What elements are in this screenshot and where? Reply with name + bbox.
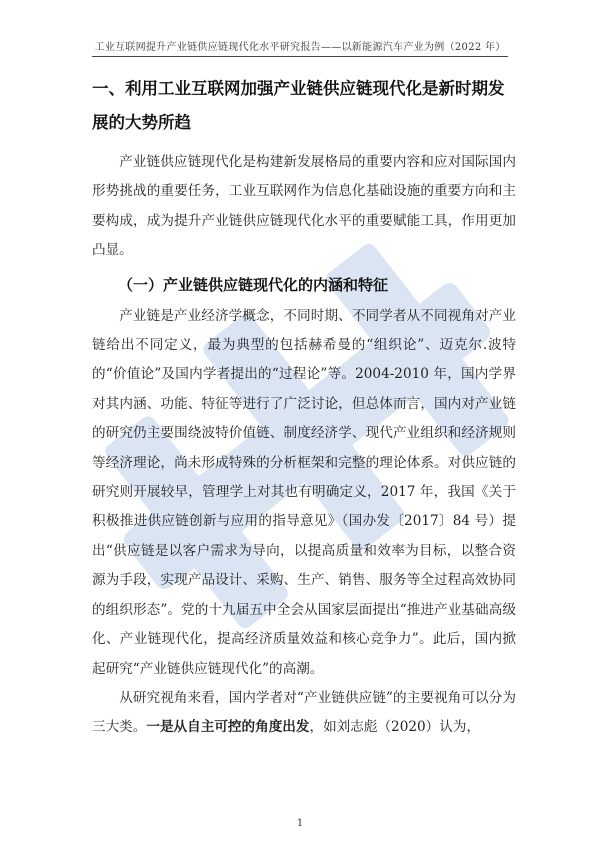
subsection-heading: （一）产业链供应链现代化的内涵和特征: [118, 275, 389, 294]
body-paragraph-1: 产业链是产业经济学概念，不同时期、不同学者从不同视角对产业链给出不同定义，最为典型的包括赫希曼的“组织论”、迈克尔.波特的“价值论”及国内学者提出的“过程论”等。2004-2010 年，国内学界对其内涵、功能、特征等进行了广泛讨论，但总体而言，国内对产业链的研究仍主要围绕波特价值链、制度经济学、现代产业组织和经济规则等经济理论，尚未形成特殊的分析框架和完整的理论体系。对供应链的研究则开展较早，管理学上对其也有明确定义，2017 年，我国《关于积极推进供应链创新与应用的指导意见》（国办发〔2017〕84 号）提出“供应链是以客户需求为导向，以提高质量和效率为目标，以整合资源为手段，实现产品设计、采购、生产、销售、服务等全过程高效协同的组织形态”。党的十九届五中全会从国家层面提出“推进产业基础高级化、产业链现代化，提高经济质量效益和核心竞争力”。此后，国内掀起研究“产业链供应链现代化”的高潮。: [92, 307, 516, 677]
section-intro-paragraph: 产业链供应链现代化是构建新发展格局的重要内容和应对国际国内形势挑战的重要任务，工业互联网作为信息化基础设施的重要方向和主要构成，成为提升产业链供应链现代化水平的重要赋能工具，作用更加凸显。: [92, 154, 516, 259]
paragraph-2-emphasis: 一是从自主可控的角度出发: [146, 719, 310, 736]
body-paragraph-2: [92, 684, 516, 743]
paragraph-2-tail: ，如刘志彪（2020）认为，: [309, 719, 481, 736]
section-heading: 一、利用工业互联网加强产业链供应链现代化是新时期发展的大势所趋: [92, 79, 505, 132]
paragraph-2-lead: 从研究视角来看，国内学者对“产业链供应链”的主要视角可以分为三大类。: [92, 689, 516, 736]
main-content: [92, 72, 516, 743]
running-header: 工业互联网提升产业链供应链现代化水平研究报告——以新能源汽车产业为例（2022 年）: [94, 42, 506, 53]
page-number: 1: [296, 818, 304, 829]
header-divider: [92, 56, 508, 57]
